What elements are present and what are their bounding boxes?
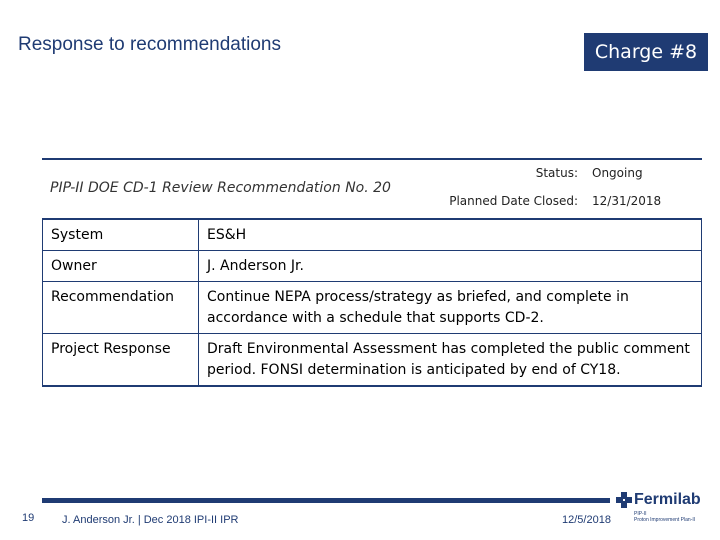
fermilab-logo: [616, 490, 712, 530]
row-key: Project Response: [43, 334, 199, 387]
charge-label: Charge #8: [594, 41, 698, 63]
row-value: ES&H: [199, 219, 702, 251]
page-number: 19: [22, 512, 35, 524]
row-key: Owner: [43, 251, 199, 282]
planned-date-value: 12/31/2018: [592, 194, 662, 208]
logo-sub-1: PIP-II: [634, 511, 647, 517]
logo-sub-2: Proton Improvement Plan-II: [634, 517, 696, 523]
row-value: J. Anderson Jr.: [199, 251, 702, 282]
table-row: [43, 251, 702, 282]
planned-date-label: Planned Date Closed:: [449, 194, 578, 208]
table-row: [43, 334, 702, 387]
fermilab-mark-icon: [616, 492, 632, 508]
status-value: Ongoing: [592, 166, 643, 180]
slide-title: Response to recommendations: [18, 34, 281, 55]
table-row: [43, 282, 702, 334]
row-key: System: [43, 219, 199, 251]
status-label: Status:: [535, 166, 578, 180]
recommendation-title: PIP-II DOE CD-1 Review Recommendation No. 20: [50, 180, 391, 196]
row-value: Draft Environmental Assessment has completed the public comment period. FONSI determination is anticipated by end of CY18.: [199, 334, 702, 387]
table-row: [43, 219, 702, 251]
logo-text: Fermilab: [634, 491, 701, 508]
charge-badge: [584, 33, 708, 71]
footer-date: 12/5/2018: [562, 514, 611, 526]
footer-presenter: J. Anderson Jr. | Dec 2018 IPI-II IPR: [62, 514, 239, 526]
header-divider: [42, 158, 702, 160]
footer-divider: [42, 498, 610, 503]
recommendation-table: [42, 218, 702, 387]
row-value: Continue NEPA process/strategy as briefed, and complete in accordance with a schedule that supports CD-2.: [199, 282, 702, 334]
row-key: Recommendation: [43, 282, 199, 334]
